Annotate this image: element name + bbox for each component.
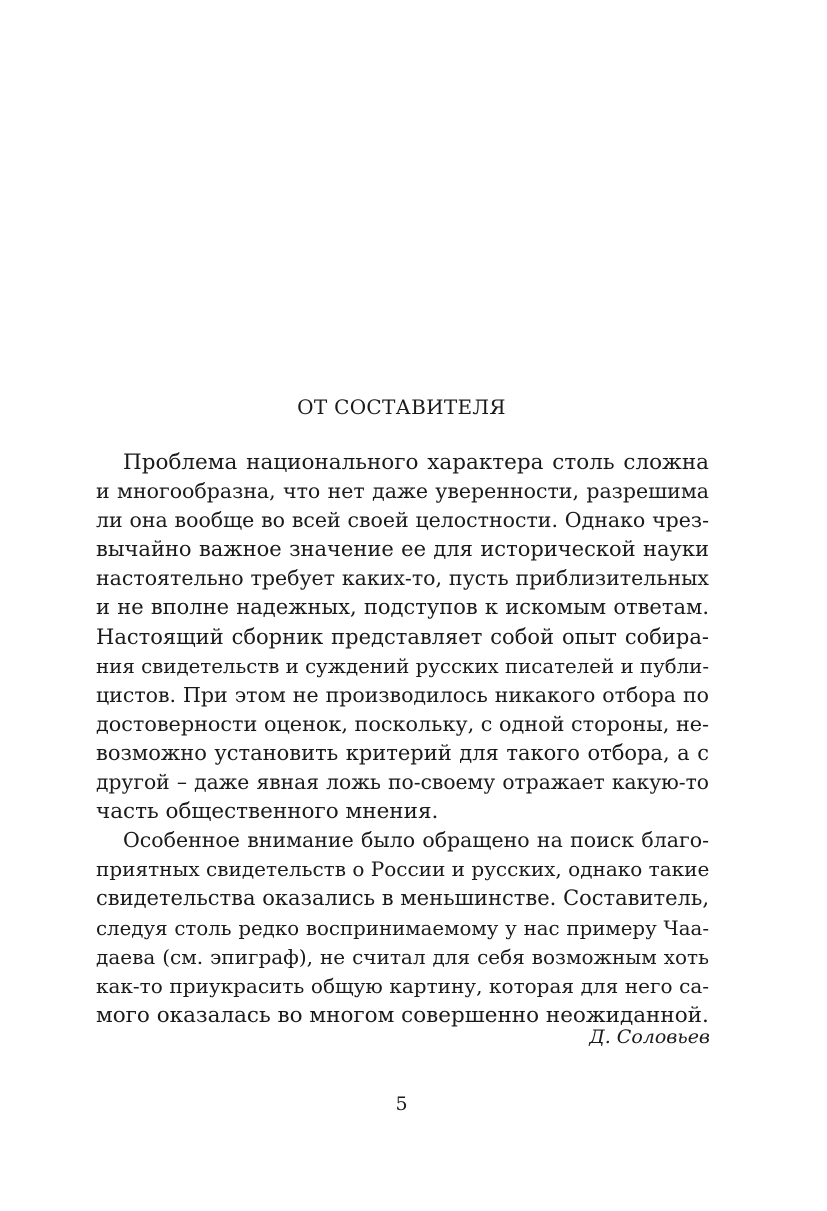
text-line: и многообразна, что нет даже уверенности, разрешима bbox=[96, 479, 709, 504]
text-line: Проблема национального характера столь сложна bbox=[123, 450, 709, 475]
text-line: приятных свидетельств о России и русских, однако такие bbox=[96, 857, 710, 882]
text-line: даева (см. эпиграф), не считал для себя возможным хоть bbox=[96, 944, 709, 969]
paragraph-2 bbox=[96, 826, 709, 1030]
text-line: достоверности оценок, поскольку, с одной стороны, не- bbox=[96, 711, 710, 736]
body-text bbox=[96, 448, 709, 1030]
text-line: свидетельства оказались в меньшинстве. Составитель, bbox=[96, 886, 709, 911]
text-line: часть общественного мнения. bbox=[96, 799, 439, 825]
text-line: ния свидетельств и суждений русских писателей и публи- bbox=[96, 654, 709, 678]
text-line: ли она вообще во всей своей целостности. Однако чрез- bbox=[96, 508, 709, 533]
text-line: следуя столь редко воспринимаемому у нас примеру Чаа- bbox=[96, 916, 709, 940]
text-line: Особенное внимание было обращено на поиск благо- bbox=[123, 828, 709, 853]
author-signature: Д. Соловьев bbox=[589, 1026, 710, 1048]
page-number: 5 bbox=[395, 1093, 408, 1115]
text-line: как-то приукрасить общую картину, которая для него са- bbox=[96, 973, 709, 998]
text-line: Настоящий сборник представляет собой опыт собира- bbox=[96, 624, 709, 649]
text-line: возможно установить критерий для такого отбора, а с bbox=[96, 740, 709, 765]
text-line: мого оказалась во многом совершенно неожиданной. bbox=[96, 1002, 709, 1028]
chapter-heading: ОТ СОСТАВИТЕЛЯ bbox=[297, 395, 506, 419]
text-line: настоятельно требует каких-то, пусть приблизительных bbox=[96, 566, 709, 591]
text-line: и не вполне надежных, подступов к искомым ответам. bbox=[96, 595, 709, 620]
paragraph-1 bbox=[96, 448, 709, 826]
text-line: другой – даже явная ложь по-своему отражает какую-то bbox=[96, 770, 709, 795]
text-line: вычайно важное значение ее для исторической науки bbox=[96, 537, 709, 562]
text-line: цистов. При этом не производилось никакого отбора по bbox=[96, 682, 709, 707]
